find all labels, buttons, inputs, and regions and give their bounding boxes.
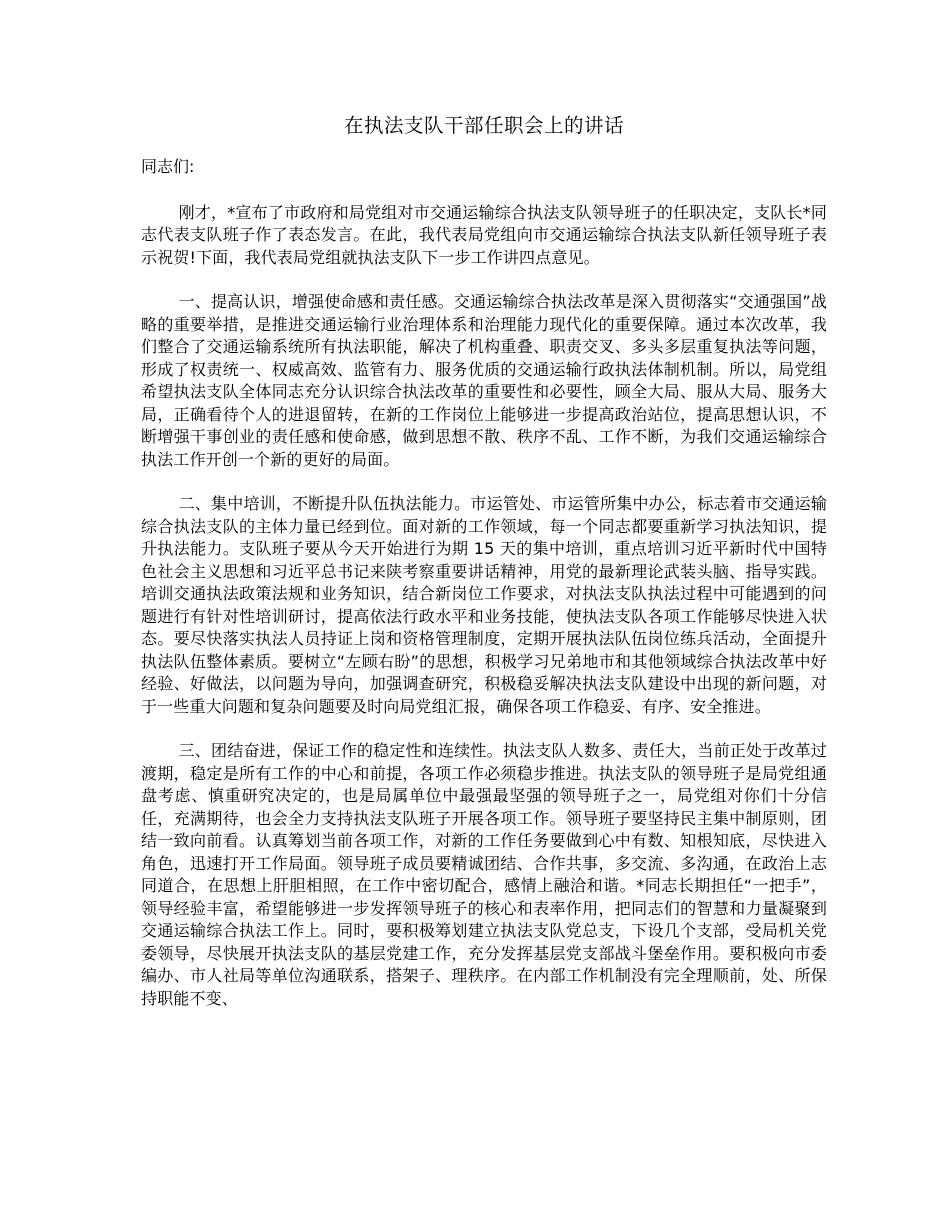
paragraph-point-two: 二、集中培训，不断提升队伍执法能力。市运管处、市运管所集中办公，标志着市交通运输综合执法支队的主体力量已经到位。面对新的工作领域，每一个同志都要重新学习执法知识，提升执法能力。支队班子要从今天开始进行为期 15 天的集中培训，重点培训习近平新时代中国特色社会主义思想和习近平总书记来陕考察重要讲话精神，用党的最新理论武装头脑、指导实践。培训交通执法政策法规和业务知识，结合新岗位工作要求，对执法支队执法过程中可能遇到的问题进行有针对性培训研讨，提高依法行政水平和业务技能，使执法支队各项工作能够尽快进入状态。要尽快落实执法人员持证上岗和资格管理制度，定期开展执法队伍岗位练兵活动，全面提升执法队伍整体素质。要树立“左顾右盼”的思想，积极学习兄弟地市和其他领域综合执法改革中好经验、好做法，以问题为导向，加强调查研究，积极稳妥解决执法支队建设中出现的新问题，对于一些重大问题和复杂问题要及时向局党组汇报，确保各项工作稳妥、有序、安全推进。 <box>141 494 827 716</box>
document-page <box>141 112 827 1032</box>
salutation: 同志们: <box>141 157 195 176</box>
paragraph-intro: 刚才，*宣布了市政府和局党组对市交通运输综合执法支队领导班子的任职决定，支队长*同志代表支队班子作了表态发言。在此，我代表局党组向市交通运输综合执法支队新任领导班子表示祝贺!下面，我代表局党组就执法支队下一步工作讲四点意见。 <box>141 202 827 267</box>
document-title: 在执法支队干部任职会上的讲话 <box>343 114 624 137</box>
paragraph-point-one: 一、提高认识，增强使命感和责任感。交通运输综合执法改革是深入贯彻落实“交通强国”战略的重要举措，是推进交通运输行业治理体系和治理能力现代化的重要保障。通过本次改革，我们整合了交通运输系统所有执法职能，解决了机构重叠、职责交叉、多头多层重复执法等问题，形成了权责统一、权威高效、监管有力、服务优质的交通运输行政执法体制机制。所以，局党组希望执法支队全体同志充分认识综合执法改革的重要性和必要性，顾全大局、服从大局、服务大局，正确看待个人的进退留转，在新的工作岗位上能够进一步提高政治站位，提高思想认识，不断增强干事创业的责任感和使命感，做到思想不散、秩序不乱、工作不断，为我们交通运输综合执法工作开创一个新的更好的局面。 <box>141 292 827 469</box>
paragraph-point-three: 三、团结奋进，保证工作的稳定性和连续性。执法支队人数多、责任大，当前正处于改革过渡期，稳定是所有工作的中心和前提，各项工作必须稳步推进。执法支队的领导班子是局党组通盘考虑、慎重研究决定的，也是局属单位中最强最坚强的领导班子之一，局党组对你们十分信任，充满期待，也会全力支持执法支队班子开展各项工作。领导班子要坚持民主集中制原则，团结一致向前看。认真筹划当前各项工作，对新的工作任务要做到心中有数、知根知底，尽快进入角色，迅速打开工作局面。领导班子成员要精诚团结、合作共事，多交流、多沟通，在政治上志同道合，在思想上肝胆相照，在工作中密切配合，感情上融洽和谐。*同志长期担任“一把手”，领导经验丰富，希望能够进一步发挥领导班子的核心和表率作用，把同志们的智慧和力量凝聚到交通运输综合执法工作上。同时，要积极筹划建立执法支队党总支，下设几个支部，受局机关党委领导，尽快展开执法支队的基层党建工作，充分发挥基层党支部战斗堡垒作用。要积极向市委编办、市人社局等单位沟通联系，搭架子、理秩序。在内部工作机制没有完全理顺前，处、所保持职能不变、 <box>141 741 827 1008</box>
